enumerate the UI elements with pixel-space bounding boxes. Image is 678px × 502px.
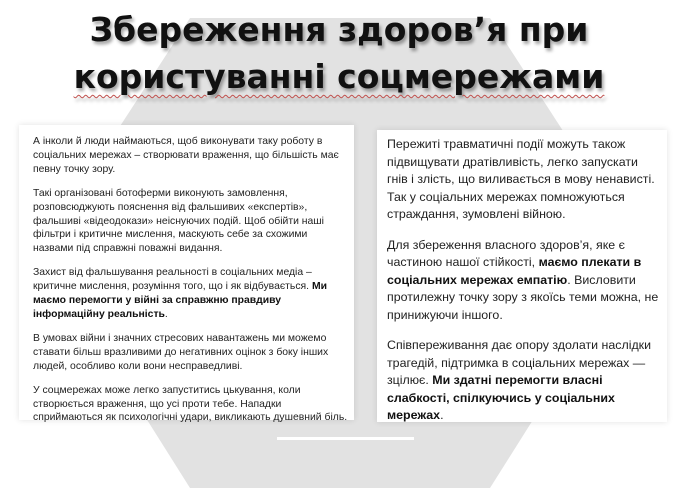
left-text-panel bbox=[19, 125, 354, 424]
right-paragraph-2-text: Для збереження власного здоров’я, яке є частиною нашої стійкості, bbox=[387, 237, 625, 269]
right-paragraph-3 bbox=[387, 337, 659, 425]
left-paragraph-3-end: . bbox=[164, 308, 168, 320]
right-paragraph-2 bbox=[387, 237, 659, 325]
right-paragraph-2-emphasis: маємо плекати в соціальних мережах емпатію bbox=[387, 255, 642, 287]
left-paragraph-1: А інколи й люди наймаються, щоб виконувати таку роботу в соціальних мережах – створювати враження, що більшість має певну точку зору. bbox=[33, 136, 339, 175]
right-paragraph-3-text: Співпереживання дає опору здолати наслідки трагедій, підтримка в соціальних мережах — зцілює. bbox=[387, 338, 652, 387]
bottom-divider-line bbox=[277, 437, 414, 440]
page-title-line-2: користуванні соцмережами bbox=[73, 57, 605, 96]
right-text-panel bbox=[377, 130, 667, 422]
left-paragraph-5: У соцмережах може легко запуститись цькування, коли створюється враження, що усі проти тебе. Нападки сприймаються як психологічні удари, викликають душевний біль. bbox=[33, 384, 348, 424]
right-paragraph-2-end: . Висловити протилежну точку зору з якоїсь теми можна, не принижуючи іншого. bbox=[387, 272, 659, 322]
left-paragraph-3 bbox=[33, 266, 348, 322]
left-paragraph-3-text: Захист від фальшування реальності в соціальних медіа – критичне мислення, розуміння того, що і як відбувається. bbox=[33, 267, 312, 293]
page-title bbox=[0, 6, 678, 100]
left-paragraph-4: В умовах війни і значних стресових навантажень ми можемо ставати більш вразливими до негативних оцінок з боку інших людей, особливо коли вони несправедливі. bbox=[33, 332, 329, 372]
left-paragraph-2: Такі організовані ботоферми виконують замовлення, розповсюджують пояснення від фальшивих «експертів», фальшиві «відеодокази» неіснуючих подій. Щоб обійти наші фільтри і критичне мислення, маскують себе за схожими назвами під справжні поважні видання. bbox=[33, 187, 324, 255]
right-paragraph-3-end: . bbox=[440, 408, 444, 422]
right-paragraph-3-emphasis: Ми здатні перемогти власні слабкості, спілкуючись у соціальних мережах bbox=[387, 373, 615, 422]
right-paragraph-1: Пережиті травматичні події можуть також підвищувати дратівливість, легко запускати гнів і злість, що виливається в мову ненависті. Так у соціальних мережах помножуються страждання, зумовлені війною. bbox=[387, 137, 655, 221]
left-paragraph-3-emphasis: Ми маємо перемогти у війні за справжню правдиву інформаційну реальність bbox=[33, 281, 327, 320]
page-title-line-1: Збереження здоров’я при bbox=[89, 10, 589, 49]
